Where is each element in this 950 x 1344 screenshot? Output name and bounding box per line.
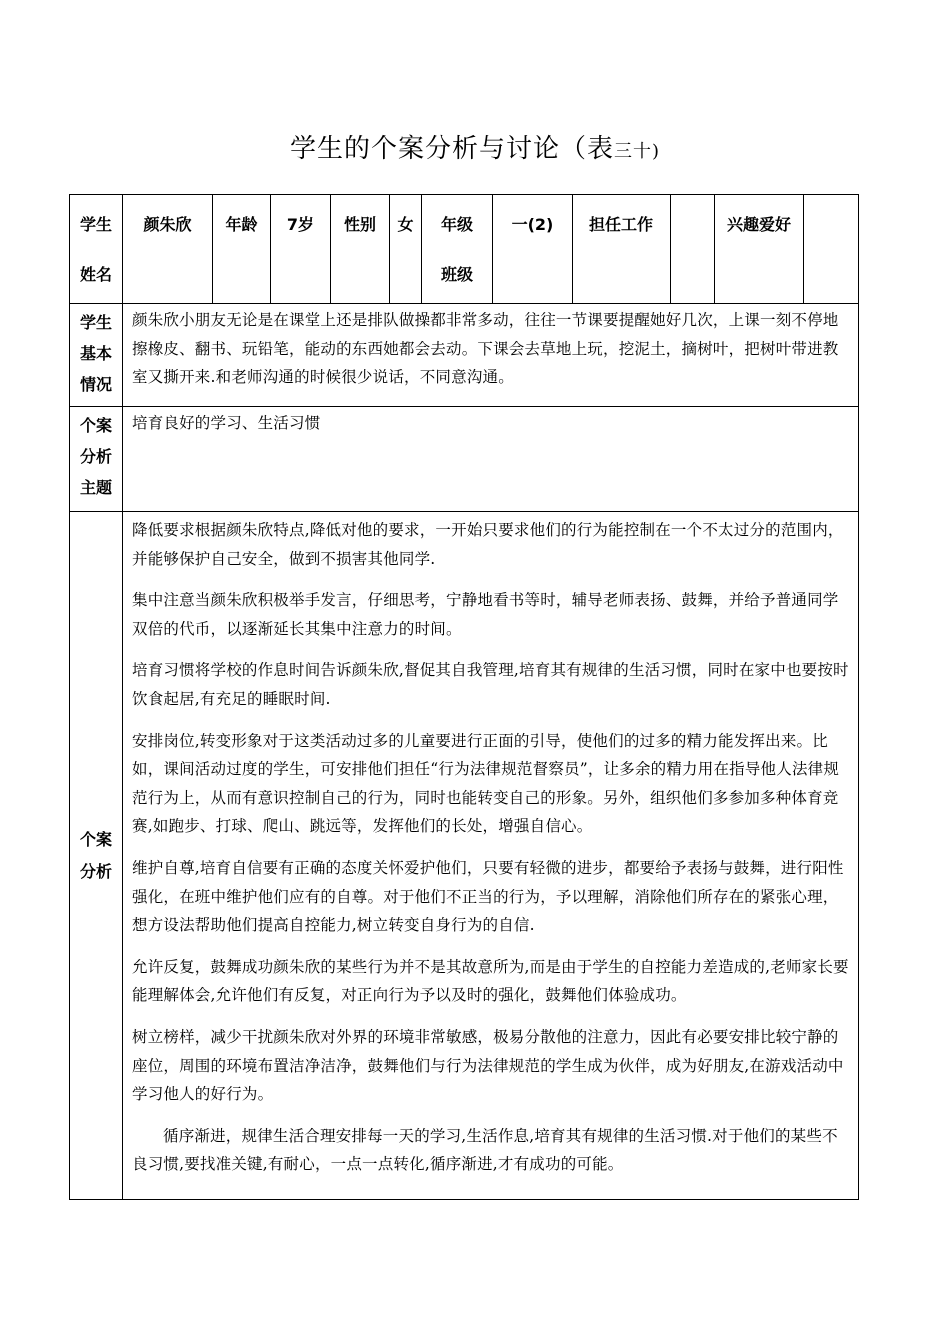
basic-label-line3: 情况 (79, 375, 112, 394)
basic-text-cell (123, 304, 859, 407)
analysis-paragraph: 培育习惯将学校的作息时间告诉颜朱欣,督促其自我管理,培育其有规律的生活习惯，同时在家中也要按时饮食起居,有充足的睡眠时间. (132, 661, 849, 708)
duty-value (671, 195, 714, 200)
hobby-label: 兴趣爱好 (726, 215, 791, 234)
age-value: 7岁 (286, 215, 315, 234)
grade-label-line1: 年级 (440, 215, 473, 234)
analysis-row (70, 512, 859, 1200)
name-label-line2: 姓名 (79, 265, 112, 284)
theme-label-line1: 个案 (79, 416, 112, 435)
theme-text: 培育良好的学习、生活习惯 (132, 414, 321, 432)
basic-label-line2: 基本 (79, 344, 112, 363)
duty-label-cell (573, 195, 671, 304)
grade-label-cell (422, 195, 493, 304)
info-row (70, 195, 859, 304)
case-table (69, 194, 859, 1200)
name-value-cell (123, 195, 213, 304)
name-value: 颜朱欣 (143, 215, 192, 234)
basic-label-line1: 学生 (79, 313, 112, 332)
hobby-label-cell (715, 195, 804, 304)
analysis-paragraph: 树立榜样，减少干扰颜朱欣对外界的环境非常敏感，极易分散他的注意力，因此有必要安排比较宁静的座位，周围的环境布置洁净洁净，鼓舞他们与行为法律规范的学生成为伙伴，成为好朋友,在游戏活动中学习他人的好行为。 (132, 1027, 844, 1104)
name-label-line1: 学生 (79, 215, 112, 234)
duty-label: 担任工作 (589, 215, 654, 234)
gender-value: 女 (397, 215, 414, 234)
gender-value-cell (390, 195, 422, 304)
title-suffix: 三十) (613, 141, 661, 162)
name-label-cell (70, 195, 123, 304)
theme-label-line2: 分析 (79, 447, 112, 466)
analysis-label-cell (70, 512, 123, 1200)
hobby-value-cell (804, 195, 859, 304)
basic-text: 颜朱欣小朋友无论是在课堂上还是排队做操都非常多动，往往一节课要提醒她好几次，上课一刻不停地擦橡皮、翻书、玩铅笔，能动的东西她都会去动。下课会去草地上玩，挖泥土，摘树叶，把树叶带进教室又撕开来.和老师沟通的时候很少说话，不同意沟通。 (132, 311, 839, 387)
analysis-paragraph: 降低要求根据颜朱欣特点,降低对他的要求，一开始只要求他们的行为能控制在一个不太过分的范围内，并能够保护自己安全，做到不损害其他同学. (132, 521, 844, 568)
grade-label-line2: 班级 (440, 265, 473, 284)
gender-label: 性别 (343, 215, 376, 234)
gender-label-cell (331, 195, 390, 304)
analysis-paragraph: 集中注意当颜朱欣积极举手发言，仔细思考，宁静地看书等时，辅导老师表扬、鼓舞，并给予普通同学双倍的代币，以逐渐延长其集中注意力的时间。 (132, 591, 839, 638)
analysis-paragraph: 维护自尊,培育自信要有正确的态度关怀爱护他们，只要有轻微的进步，都要给予表扬与鼓舞，进行阳性强化，在班中维护他们应有的自尊。对于他们不正当的行为，予以理解，消除他们所存在的紧张心理，想方设法帮助他们提高自控能力,树立转变自身行为的自信. (132, 858, 844, 935)
basic-label-cell (70, 304, 123, 407)
title-main: 学生的个案分析与讨论（表 (289, 134, 614, 164)
age-label-cell (213, 195, 271, 304)
duty-value-cell (671, 195, 715, 304)
theme-row (70, 407, 859, 512)
grade-value-cell (493, 195, 573, 304)
analysis-paragraph: 循序渐进，规律生活合理安排每一天的学习,生活作息,培育其有规律的生活习惯.对于他们的某些不良习惯,要找准关键,有耐心，一点一点转化,循序渐进,才有成功的可能。 (132, 1126, 838, 1174)
analysis-paragraph: 安排岗位,转变形象对于这类活动过多的儿童要进行正面的引导，使他们的过多的精力能发挥出来。比如，课间活动过度的学生，可安排他们担任“行为法律规范督察员”，让多余的精力用在指导他人法律规范行为上，从而有意识控制自己的行为，同时也能转变自己的形象。另外，组织他们多参加多种体育竞赛,如跑步、打球、爬山、跳远等，发挥他们的长处，增强自信心。 (132, 731, 840, 836)
age-label: 年龄 (225, 215, 258, 234)
analysis-text-cell (123, 512, 859, 1200)
theme-label-line3: 主题 (79, 478, 112, 497)
analysis-label-line2: 分析 (79, 861, 112, 881)
analysis-body (123, 512, 858, 1198)
analysis-paragraph: 允许反复，鼓舞成功颜朱欣的某些行为并不是其故意所为,而是由于学生的自控能力差造成的,老师家长要能理解体会,允许他们有反复，对正向行为予以及时的强化，鼓舞他们体验成功。 (132, 957, 849, 1005)
theme-label-cell (70, 407, 123, 512)
page-title (0, 132, 950, 169)
analysis-label-line1: 个案 (79, 829, 112, 849)
theme-text-cell (123, 407, 859, 512)
age-value-cell (271, 195, 331, 304)
hobby-value (804, 195, 858, 200)
grade-value: 一(2) (511, 215, 554, 234)
basic-info-row (70, 304, 859, 407)
